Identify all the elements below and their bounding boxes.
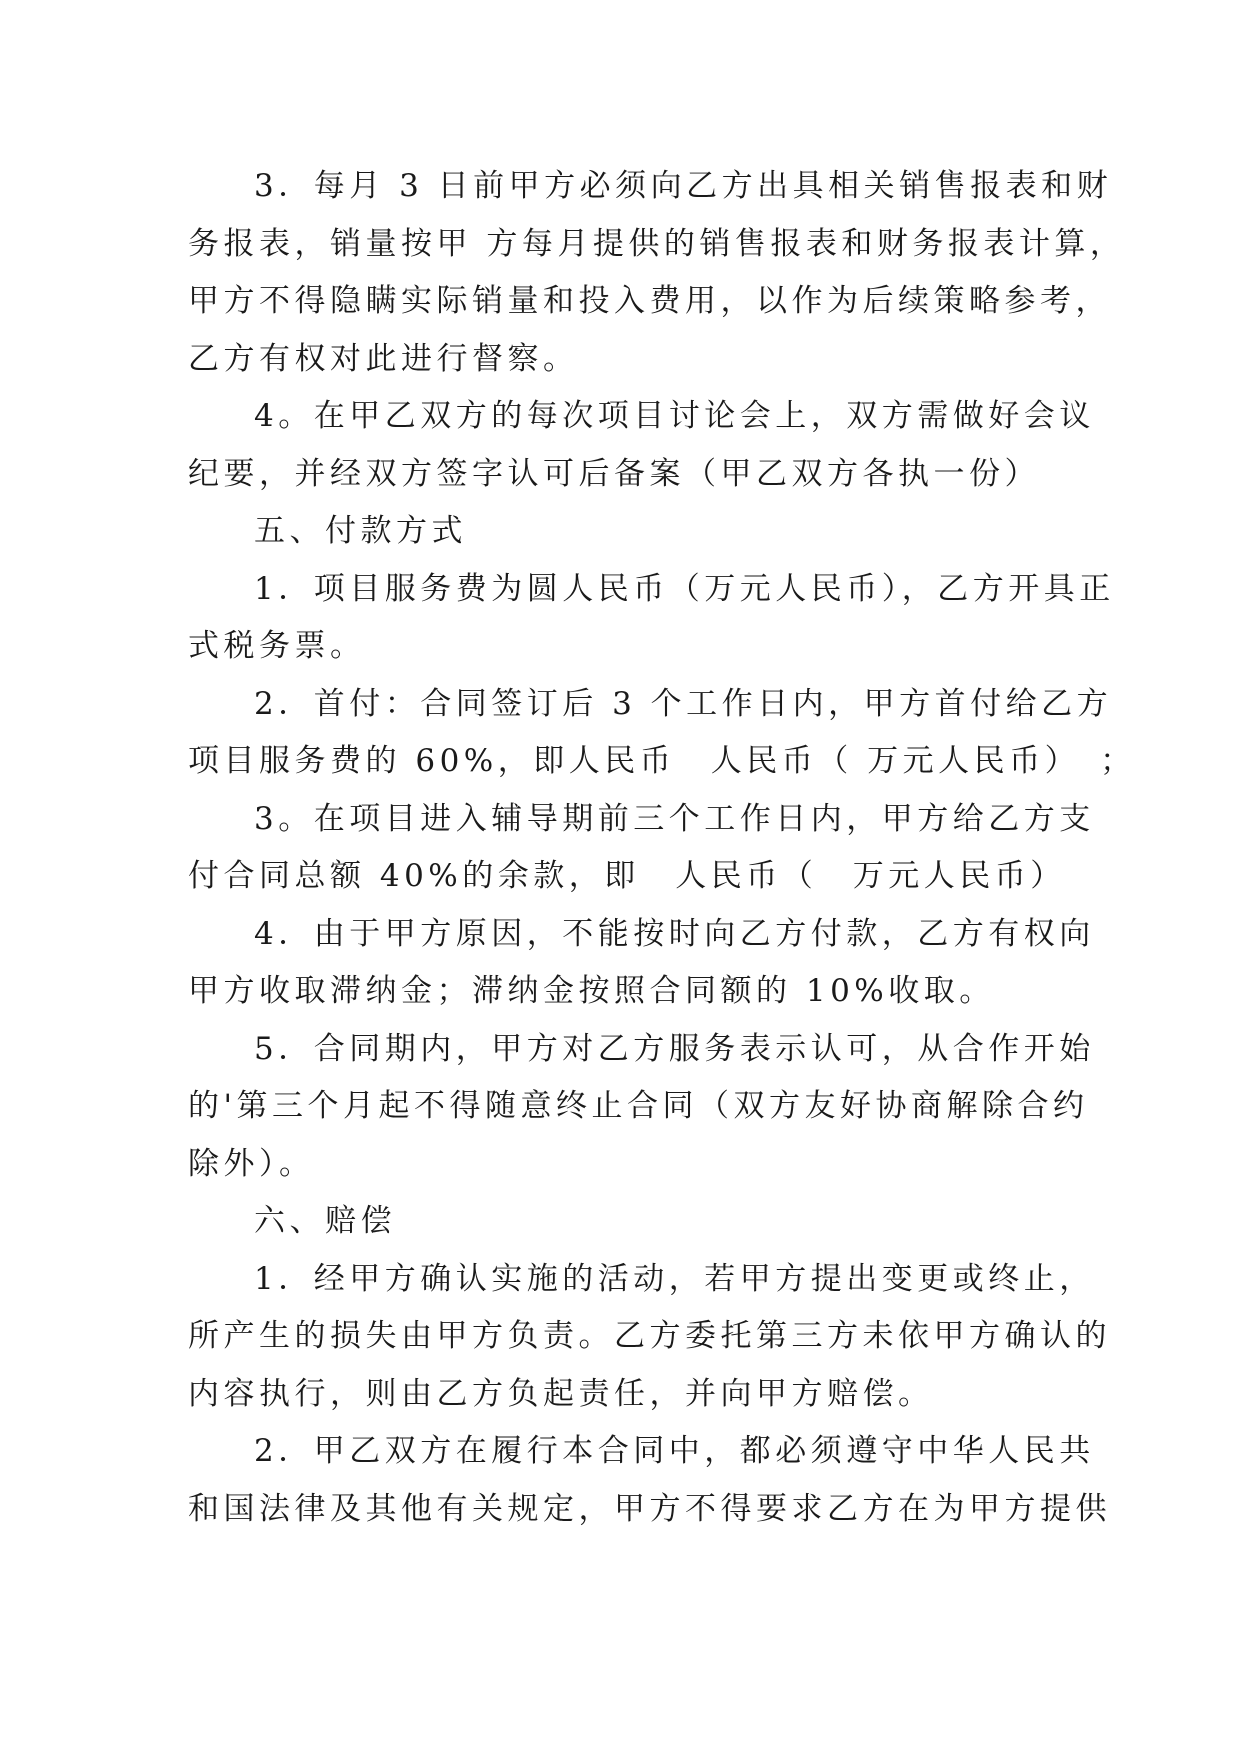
text-line: 4。在甲乙双方的每次项目讨论会上，双方需做好会议 (254, 398, 1095, 434)
clause-5-3-paragraph (188, 791, 1095, 906)
document-body (188, 158, 1136, 1538)
text-line: 甲方不得隐瞒实际销量和投入费用，以作为后续策略参考， (188, 283, 1111, 319)
text-line: 1．经甲方确认实施的活动，若甲方提出变更或终止， (254, 1260, 1095, 1297)
clause-5-2-paragraph (188, 676, 1136, 791)
clause-6-1-paragraph (188, 1251, 1111, 1424)
text-line: 项目服务费的 60%，即人民币 人民币（ 万元人民币） ； (188, 743, 1136, 779)
clause-6-2-paragraph (188, 1423, 1111, 1538)
clause-5-5-paragraph (188, 1021, 1095, 1194)
clause-5-4-paragraph (188, 906, 1095, 1021)
clause-4-4-paragraph (188, 388, 1095, 503)
text-line: 纪要，并经双方签字认可后备案（甲乙双方各执一份） (188, 455, 1040, 492)
text-line: 2．甲乙双方在履行本合同中，都必须遵守中华人民共 (254, 1433, 1095, 1469)
section-heading: 五、付款方式 (254, 513, 467, 549)
text-line: 付合同总额 40%的余款，即 人民币（ 万元人民币） (188, 858, 1066, 894)
clause-5-1-paragraph (188, 561, 1115, 676)
text-line: 所产生的损失由甲方负责。乙方委托第三方未依甲方确认的 (188, 1318, 1111, 1354)
text-line: 3。在项目进入辅导期前三个工作日内，甲方给乙方支 (254, 800, 1095, 837)
clause-4-3-paragraph (188, 158, 1126, 388)
text-line: 甲方收取滞纳金；滞纳金按照合同额的 10%收取。 (188, 973, 995, 1009)
text-line: 除外）。 (188, 1145, 315, 1182)
text-line: 务报表，销量按甲 方每月提供的销售报表和财务报表计算， (188, 225, 1126, 262)
text-line: 1．项目服务费为圆人民币（万元人民币），乙方开具正 (254, 570, 1115, 607)
text-line: 乙方有权对此进行督察。 (188, 340, 579, 377)
text-line: 式税务票。 (188, 628, 366, 664)
section-heading: 六、赔偿 (254, 1203, 396, 1239)
text-line: 2．首付：合同签订后 3 个工作日内，甲方首付给乙方 (254, 685, 1113, 722)
text-line: 3．每月 3 日前甲方必须向乙方出具相关销售报表和财 (254, 168, 1113, 204)
text-line: 和国法律及其他有关规定，甲方不得要求乙方在为甲方提供 (188, 1490, 1111, 1527)
section-heading-compensation (188, 1193, 1068, 1251)
text-line: 4．由于甲方原因，不能按时向乙方付款，乙方有权向 (254, 915, 1095, 952)
section-heading-payment (188, 503, 1068, 561)
text-line: 5．合同期内，甲方对乙方服务表示认可，从合作开始 (254, 1030, 1095, 1067)
text-line: 的'第三个月起不得随意终止合同（双方友好协商解除合约 (188, 1088, 1089, 1124)
text-line: 内容执行，则由乙方负起责任，并向甲方赔偿。 (188, 1375, 934, 1412)
